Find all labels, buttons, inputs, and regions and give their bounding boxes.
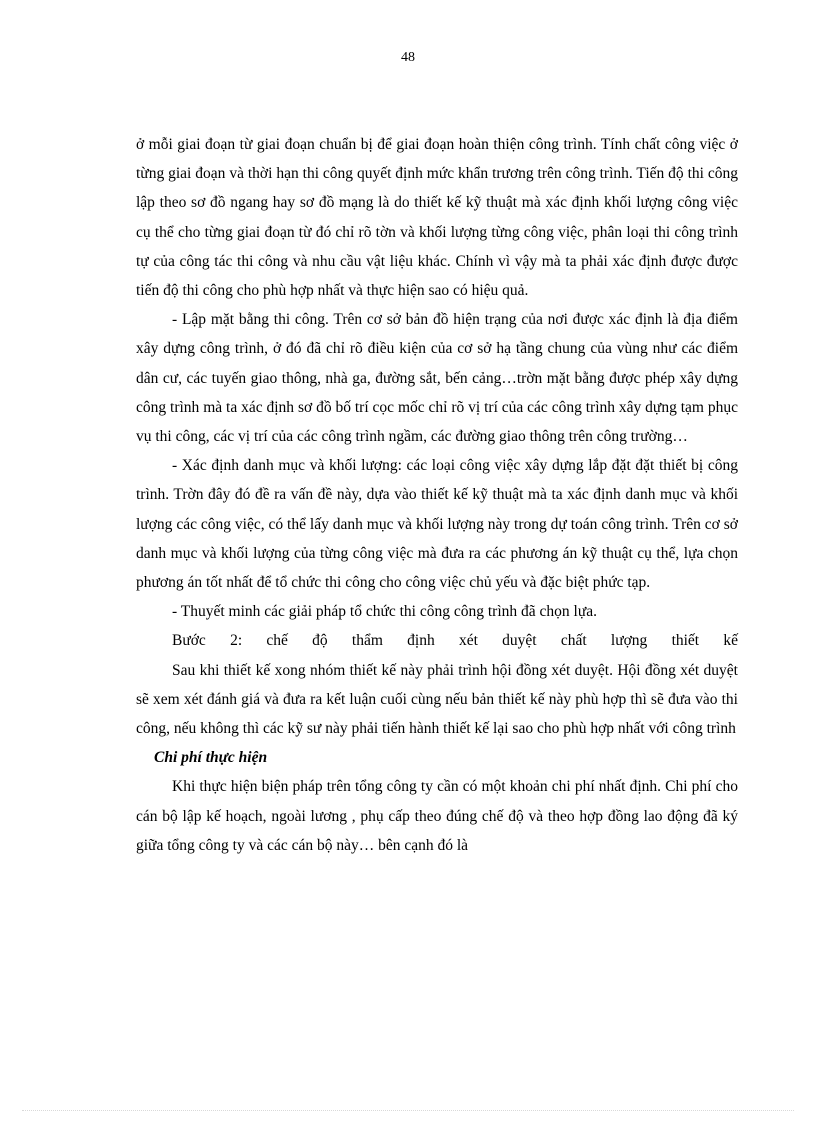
paragraph-6: Khi thực hiện biện pháp trên tổng công ty cần có một khoản chi phí nhất định. Chi phí cho cán bộ lập kế hoạch, ngoài lương , phụ cấp theo đúng chế độ và theo hợp đồng lao động đã ký giữa tổng công ty và các cán bộ này… bên cạnh đó là bbox=[136, 778, 738, 854]
paragraph-4: - Thuyết minh các giải pháp tổ chức thi công công trình đã chọn lựa. bbox=[172, 603, 597, 621]
paragraph-3: - Xác định danh mục và khối lượng: các loại công việc xây dựng lắp đặt đặt thiết bị công trình. Trờn đây đó đề ra vấn đề này, dựa vào thiết kế kỹ thuật mà ta xác định danh mục và khối lượng các công việc, có thể lấy danh mục và khối lượng này trong dự toán công trình. Trên cơ sở danh mục và khối lượng của từng công việc mà đưa ra các phương án kỹ thuật cụ thể, lựa chọn phương án tốt nhất để tổ chức thi công cho công việc chủ yếu và đặc biệt phức tạp. bbox=[136, 457, 738, 592]
paragraph-2: - Lập mặt bằng thi công. Trên cơ sở bản đồ hiện trạng của nơi được xác định là địa điểm xây dựng công trình, ở đó đã chỉ rõ điều kiện của cơ sở hạ tầng chung của vùng như các điểm dân cư, các tuyến giao thông, nhà ga, đường sắt, bến cảng…trờn mặt bằng được phép xây dựng công trình mà ta xác định sơ đồ bố trí cọc mốc chỉ rõ vị trí của các công trình xây dựng tạm phục vụ thi công, các vị trí của các công trình ngầm, các đường giao thông trên công trường… bbox=[136, 311, 738, 446]
paragraph-5: Sau khi thiết kế xong nhóm thiết kế này phải trình hội đồng xét duyệt. Hội đồng xét duyệt sẽ xem xét đánh giá và đưa ra kết luận cuối cùng nếu bản thiết kế này phù hợp thì sẽ đưa vào thi công, nếu không thì các kỹ sư này phải tiến hành thiết kế lại sao cho phù hợp nhất với công trình bbox=[136, 661, 738, 738]
document-body bbox=[136, 130, 738, 860]
paragraph-1: ở mỗi giai đoạn từ giai đoạn chuẩn bị để giai đoạn hoàn thiện công trình. Tính chất công việc ở từng giai đoạn và thời hạn thi công quyết định mức khẩn trương trên công trình. Tiến độ thi công lập theo sơ đồ ngang hay sơ đồ mạng là do thiết kế kỹ thuật mà xác định khối lượng công việc cụ thể cho từng giai đoạn từ đó chỉ rõ tờn và khối lượng từng công việc, phân loại thi công trình tự của công tác thi công và nhu cầu vật liệu khác. Chính vì vậy mà ta phải xác định được được tiến độ thi công cho phù hợp nhất và thực hiện sao có hiệu quả. bbox=[136, 136, 738, 300]
footer-divider bbox=[22, 1110, 794, 1111]
section-heading: Chi phí thực hiện bbox=[154, 749, 268, 767]
step-2-line: Bước 2: chế độ thẩm định xét duyệt chất lượng thiết kế bbox=[172, 632, 738, 650]
page-number: 48 bbox=[401, 50, 415, 65]
